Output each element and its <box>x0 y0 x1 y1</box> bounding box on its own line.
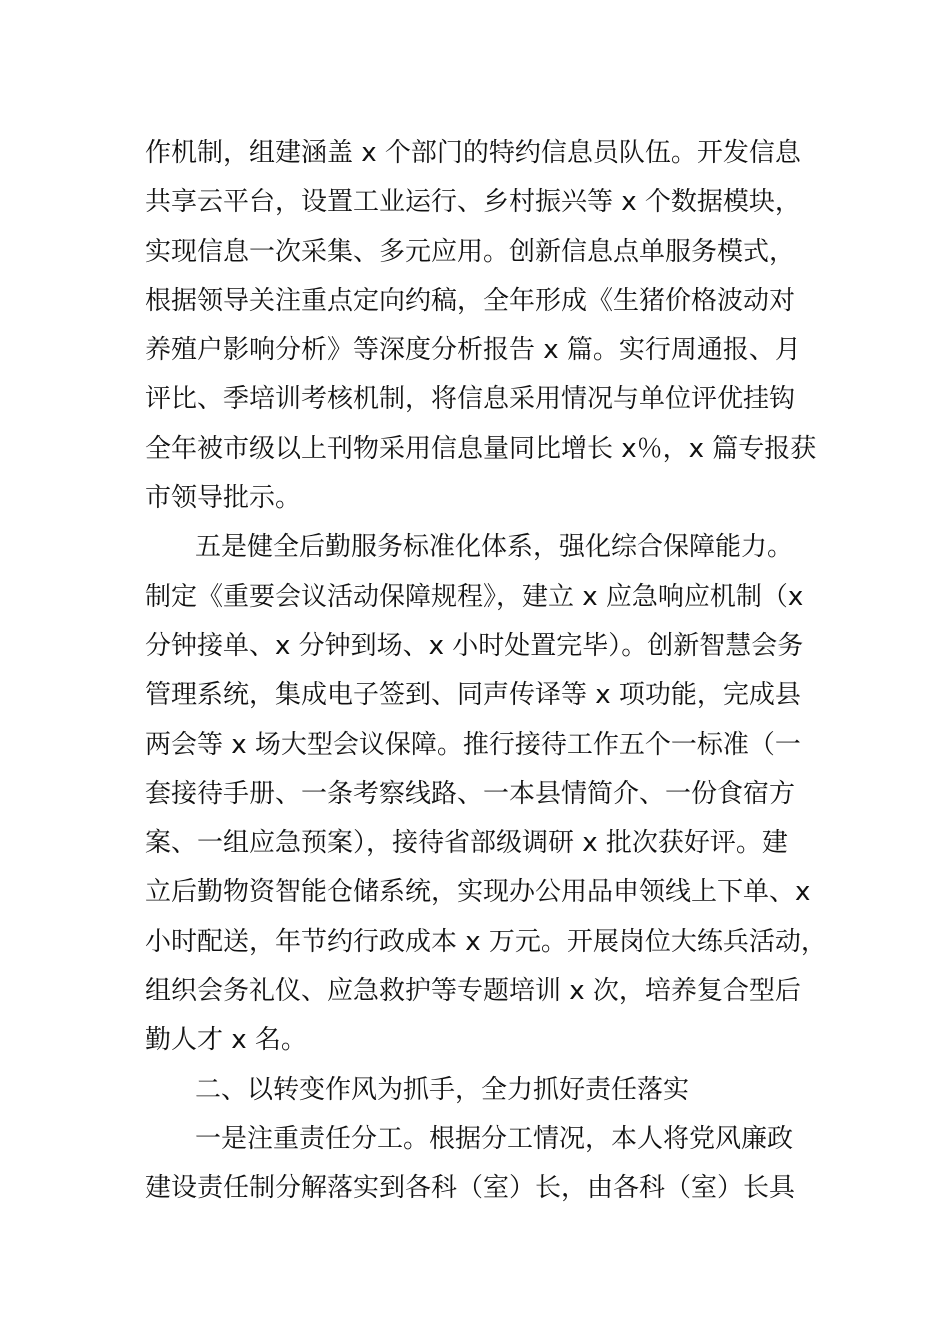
section-heading-line: 二、以转变作风为抓手，全力抓好责任落实 <box>195 1074 690 1105</box>
paragraph-heading-line: 一是注重责任分工。根据分工情况，本人将党风廉政 <box>195 1123 794 1154</box>
text-line: 套接待手册、一条考察线路、一本县情简介、一份食宿方 <box>145 778 796 809</box>
text-line: 建设责任制分解落实到各科（室）长，由各科（室）长具 <box>145 1173 796 1204</box>
text-line: 市领导批示。 <box>145 483 302 514</box>
text-line: 勤人才 x 名。 <box>145 1025 307 1056</box>
text-line: 组织会务礼仪、应急救护等专题培训 x 次，培养复合型后 <box>145 976 801 1007</box>
text-line: 分钟接单、x 分钟到场、x 小时处置完毕）。创新智慧会务 <box>145 630 804 661</box>
text-line: 共享云平台，设置工业运行、乡村振兴等 x 个数据模块， <box>145 187 801 218</box>
text-line: 评比、季培训考核机制，将信息采用情况与单位评优挂钩 <box>145 384 796 415</box>
text-line: 案、一组应急预案），接待省部级调研 x 批次获好评。建 <box>145 828 788 859</box>
text-line: 管理系统，集成电子签到、同声传译等 x 项功能，完成县 <box>145 680 801 711</box>
text-line: 养殖户影响分析》等深度分析报告 x 篇。实行周通报、月 <box>145 335 801 366</box>
paragraph-heading-line: 五是健全后勤服务标准化体系，强化综合保障能力。 <box>195 532 794 563</box>
text-line: 小时配送，年节约行政成本 x 万元。开展岗位大练兵活动， <box>145 926 827 957</box>
text-line: 制定《重要会议活动保障规程》，建立 x 应急响应机制（x <box>145 581 804 612</box>
text-line: 根据领导关注重点定向约稿，全年形成《生猪价格波动对 <box>145 285 796 316</box>
text-line: 立后勤物资智能仓储系统，实现办公用品申领线上下单、x <box>145 877 811 908</box>
text-line: 实现信息一次采集、多元应用。创新信息点单服务模式， <box>145 236 796 267</box>
text-line: 全年被市级以上刊物采用信息量同比增长 x％，x 篇专报获 <box>145 433 817 464</box>
text-line: 两会等 x 场大型会议保障。推行接待工作五个一标准（一 <box>145 729 801 760</box>
document-body <box>145 129 845 1214</box>
text-line: 作机制，组建涵盖 x 个部门的特约信息员队伍。开发信息 <box>145 138 801 168</box>
